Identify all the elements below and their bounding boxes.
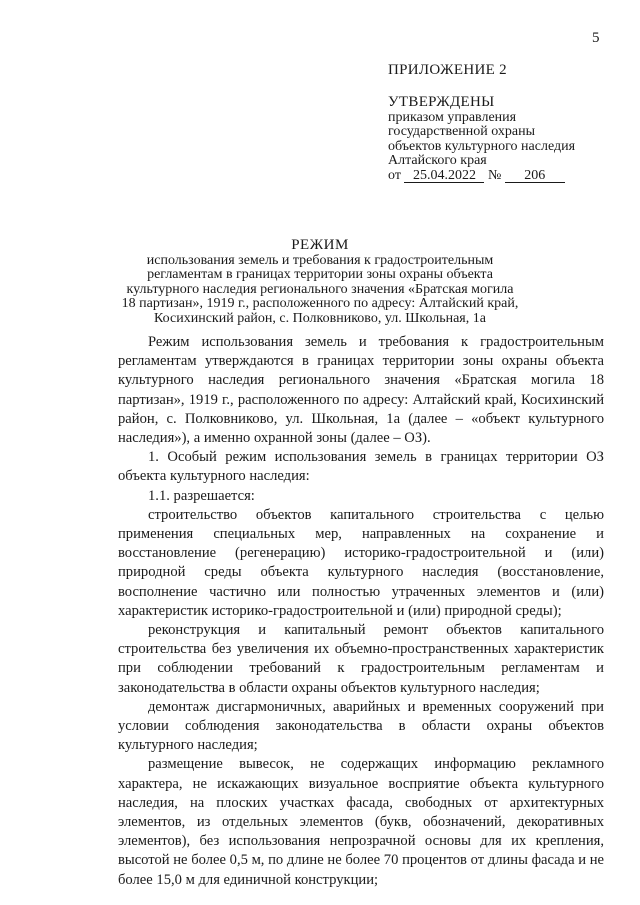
approval-date: 25.04.2022 <box>404 169 484 183</box>
document-body <box>118 333 604 890</box>
approval-block <box>388 95 575 183</box>
body-paragraph: реконструкция и капитальный ремонт объектов капитального строительства без увеличения их объемно-пространственных характеристик при соблюдении требований к градостроительным регламентам и законодательства в области охраны объектов культурного наследия; <box>118 622 604 696</box>
approval-line: объектов культурного наследия <box>388 138 576 154</box>
approval-line: государственной охраны <box>388 124 536 139</box>
title-line: Косихинский район, с. Полковниково, ул. Школьная, 1а <box>154 310 486 326</box>
approval-number: 206 <box>505 169 565 183</box>
body-paragraph: размещение вывесок, не содержащих информацию рекламного характера, не искажающих визуальное восприятие объекта культурного наследия, на плоских участках фасада, свободных от архитектурных элементов, из отдельных элементов (букв, обозначений, декоративных элементов), без использования непрозрачной основы для их крепления, высотой не более 0,5 м, по длине не более 70 процентов от длины фасада и не более 15,0 м для единичной конструкции; <box>118 756 604 888</box>
title-line: использования земель и требования к градостроительным <box>146 252 494 268</box>
document-title <box>100 238 540 326</box>
body-paragraph: 1.1. разрешается: <box>148 487 255 504</box>
title-line: 18 партизан», 1919 г., расположенного по адресу: Алтайский край, <box>121 296 519 311</box>
approval-date-line <box>388 169 575 184</box>
approval-line: приказом управления <box>388 109 517 125</box>
body-paragraph: строительство объектов капитального строительства с целью применения специальных мер, направленных на сохранение и восстановление (регенерацию) историко-градостроительной и (или) природной среды объекта культурного наследия (восстановление, восполнение частично или полностью утраченных элементов и (или) характеристик историко-градостроительной и (или) природной среды); <box>118 506 604 619</box>
body-paragraph: демонтаж дисгармоничных, аварийных и временных сооружений при условии соблюдения законодательства в области охраны объектов культурного наследия; <box>118 698 604 754</box>
title-line: культурного наследия регионального значения «Братская могила <box>126 281 514 297</box>
title-heading: РЕЖИМ <box>291 237 349 253</box>
page-number: 5 <box>592 30 600 46</box>
body-paragraph: Режим использования земель и требования к градостроительным регламентам утверждаются в границах территории зоны охраны объекта культурного наследия регионального значения «Братская могила 18 партизан», 1919 г., расположенного по адресу: Алтайский край, Косихинский район, с. Полковниково, ул. Школьная, 1а (далее – «объект культурного наследия»), а именно охранной зоны (далее – ОЗ). <box>118 334 604 447</box>
number-sign: № <box>487 167 502 183</box>
body-paragraph: 1. Особый режим использования земель в границах территории ОЗ объекта культурного наследия: <box>118 449 604 485</box>
approved-title: УТВЕРЖДЕНЫ <box>388 94 495 110</box>
title-line: регламентам в границах территории зоны охраны объекта <box>147 267 493 282</box>
date-prefix: от <box>388 167 401 183</box>
appendix-label: ПРИЛОЖЕНИЕ 2 <box>388 62 507 78</box>
approval-line: Алтайского края <box>388 153 487 168</box>
